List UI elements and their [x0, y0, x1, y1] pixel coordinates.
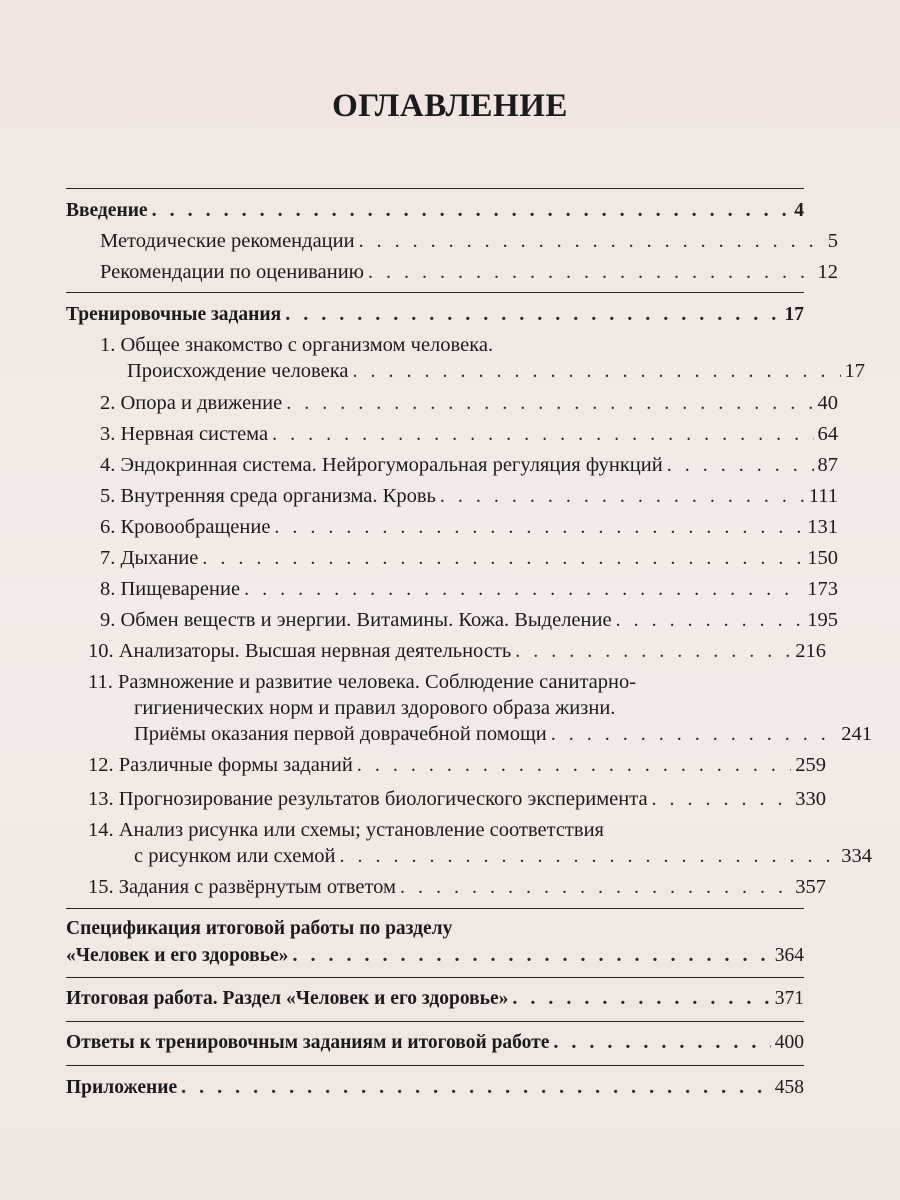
toc-page: 173 — [807, 578, 838, 600]
toc-line: 11. Размножение и развитие человека. Соблюдение санитарно- — [88, 671, 637, 693]
toc-entry-14[interactable] — [66, 817, 872, 869]
toc-entry-3[interactable] — [66, 421, 838, 447]
toc-page: 259 — [795, 754, 826, 776]
dot-leader — [515, 638, 791, 664]
toc-label: 5. Внутренняя среда организма. Кровь — [100, 485, 436, 507]
dot-leader — [551, 721, 838, 747]
toc-entry-intro[interactable] — [66, 197, 804, 224]
divider — [66, 292, 804, 293]
toc-page: 216 — [795, 640, 826, 662]
dot-leader — [652, 786, 792, 812]
toc-label: Методические рекомендации — [100, 230, 355, 252]
toc-entry-13[interactable] — [66, 786, 826, 812]
toc-page: 131 — [807, 516, 838, 538]
toc-label: с рисунком или схемой — [134, 845, 336, 867]
toc-entry-appendix[interactable] — [66, 1074, 804, 1101]
toc-page: 4 — [794, 200, 804, 221]
toc-entry-8[interactable] — [66, 576, 838, 602]
toc-page: 334 — [841, 845, 872, 867]
toc-label: 2. Опора и движение — [100, 392, 283, 414]
dot-leader — [181, 1074, 771, 1100]
dot-leader — [368, 259, 814, 285]
toc-page: 17 — [844, 360, 865, 382]
dot-leader — [553, 1029, 770, 1055]
toc-page: 458 — [774, 1077, 804, 1098]
divider — [66, 1065, 804, 1066]
toc-page: 111 — [808, 485, 838, 507]
toc-label: 4. Эндокринная система. Нейрогуморальная регуляция функций — [100, 454, 663, 476]
toc-page: 40 — [817, 392, 838, 414]
toc-line: гигиенических норм и правил здорового образа жизни. — [134, 697, 616, 719]
dot-leader — [340, 843, 838, 869]
toc-entry-training[interactable] — [66, 301, 804, 328]
toc-label: 6. Кровообращение — [100, 516, 271, 538]
toc-entry-final[interactable] — [66, 985, 804, 1012]
toc-line: 14. Анализ рисунка или схемы; установление соответствия — [88, 819, 604, 841]
dot-leader — [286, 390, 813, 416]
toc-page: 364 — [774, 945, 804, 966]
toc-entry-answers[interactable] — [66, 1029, 804, 1056]
toc-entry-11[interactable] — [66, 669, 872, 747]
dot-leader — [274, 514, 803, 540]
dot-leader — [292, 942, 770, 968]
toc-page: 195 — [807, 609, 838, 631]
toc-label: 9. Обмен веществ и энергии. Витамины. Кожа. Выделение — [100, 609, 612, 631]
dot-leader — [616, 607, 804, 633]
toc-label: Рекомендации по оцениванию — [100, 261, 364, 283]
toc-label: Тренировочные задания — [66, 304, 282, 325]
toc-label: 15. Задания с развёрнутым ответом — [88, 876, 397, 898]
dot-leader — [357, 752, 791, 778]
toc-page: 241 — [841, 723, 872, 745]
divider — [66, 908, 804, 909]
dot-leader — [400, 874, 791, 900]
toc-label: 8. Пищеварение — [100, 578, 241, 600]
toc-page: 17 — [784, 304, 804, 325]
divider — [66, 1021, 804, 1022]
toc-page: 87 — [817, 454, 838, 476]
toc-entry-spec[interactable] — [66, 916, 804, 969]
dot-leader — [285, 301, 780, 327]
toc-label: 3. Нервная система — [100, 423, 269, 445]
dot-leader — [512, 985, 770, 1011]
divider — [66, 977, 804, 978]
toc-entry-15[interactable] — [66, 874, 826, 900]
toc-label: Приложение — [66, 1077, 178, 1098]
toc-page: 330 — [795, 788, 826, 810]
dot-leader — [272, 421, 813, 447]
toc-entry-7[interactable] — [66, 545, 838, 571]
toc-entry-6[interactable] — [66, 514, 838, 540]
page-title: ОГЛАВЛЕНИЕ — [332, 88, 568, 124]
dot-leader — [440, 483, 805, 509]
toc-label: 7. Дыхание — [100, 547, 199, 569]
toc-entry-10[interactable] — [66, 638, 826, 664]
toc-label: Происхождение человека — [127, 360, 349, 382]
toc-label: 10. Анализаторы. Высшая нервная деятельность — [88, 640, 512, 662]
dot-leader — [244, 576, 803, 602]
dot-leader — [352, 358, 840, 384]
toc-page: 64 — [817, 423, 838, 445]
toc-label: 13. Прогнозирование результатов биологического эксперимента — [88, 788, 648, 810]
toc-entry-12[interactable] — [66, 752, 826, 778]
toc-page: 371 — [774, 988, 804, 1009]
dot-leader — [667, 452, 814, 478]
toc-page: 12 — [817, 261, 838, 283]
toc-label: Ответы к тренировочным заданиям и итоговой работе — [66, 1032, 550, 1053]
toc-entry-5[interactable] — [66, 483, 838, 509]
toc-label: 12. Различные формы заданий — [88, 754, 353, 776]
toc-entry-grading[interactable] — [66, 259, 838, 285]
toc-line: 1. Общее знакомство с организмом человека. — [100, 334, 494, 356]
toc-entry-method[interactable] — [66, 228, 838, 254]
toc-entry-1[interactable] — [66, 332, 865, 384]
toc-label: Введение — [66, 200, 148, 221]
toc-page: 400 — [774, 1032, 804, 1053]
dot-leader — [202, 545, 803, 571]
toc-page: 5 — [827, 230, 838, 252]
toc-page: 150 — [807, 547, 838, 569]
toc-entry-2[interactable] — [66, 390, 838, 416]
dot-leader — [359, 228, 824, 254]
toc-page: 357 — [795, 876, 826, 898]
toc-entry-4[interactable] — [66, 452, 838, 478]
toc-entry-9[interactable] — [66, 607, 838, 633]
dot-leader — [152, 197, 791, 223]
divider — [66, 188, 804, 189]
toc-label: Итоговая работа. Раздел «Человек и его здоровье» — [66, 988, 509, 1009]
toc-line: Спецификация итоговой работы по разделу — [66, 918, 453, 939]
toc-label: «Человек и его здоровье» — [66, 945, 289, 966]
toc-label: Приёмы оказания первой доврачебной помощи — [134, 723, 547, 745]
